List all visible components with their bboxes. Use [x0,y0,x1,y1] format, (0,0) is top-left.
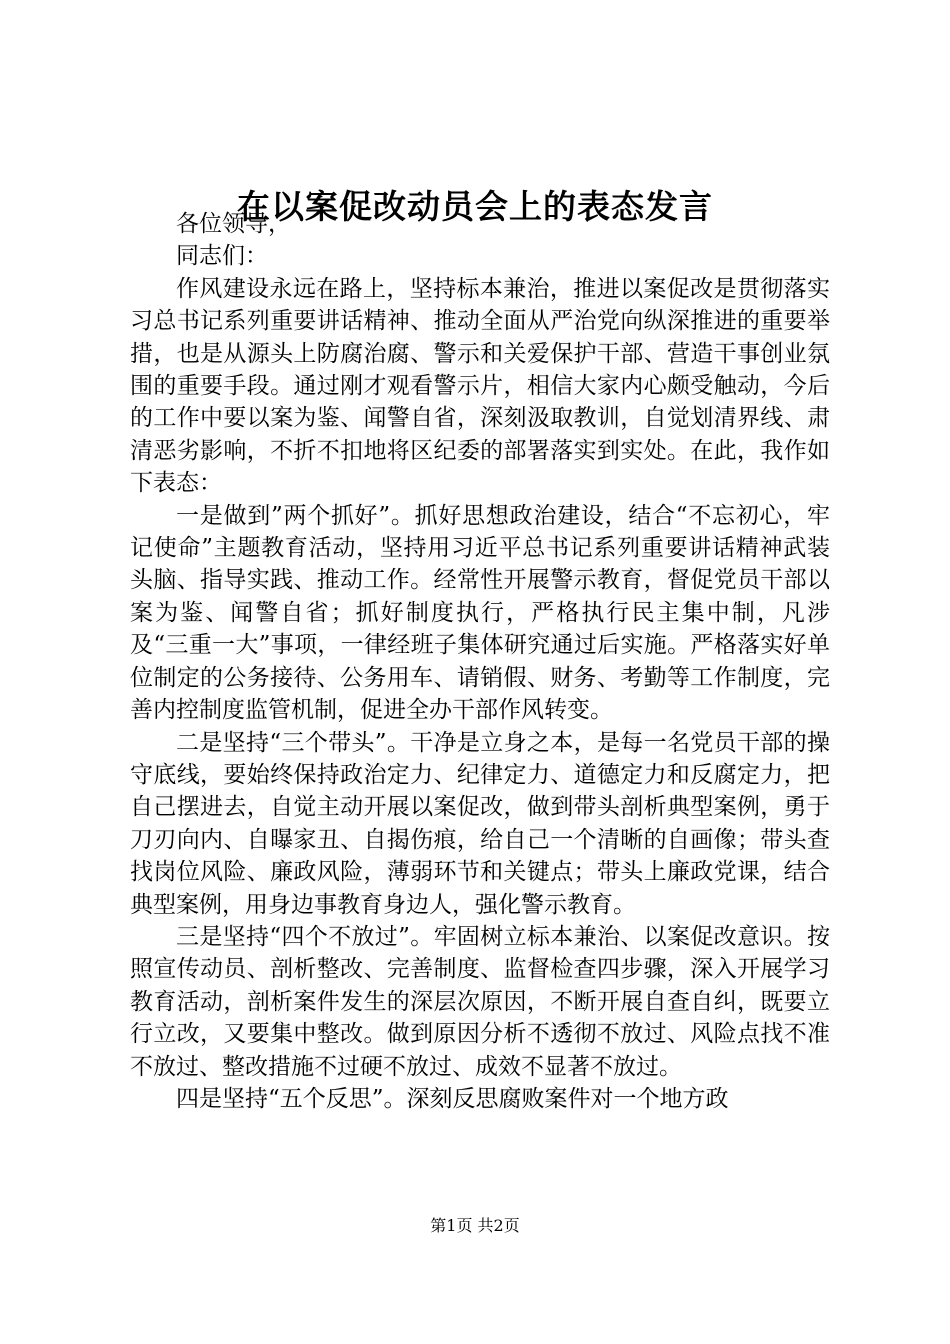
paragraph-point-three: 三是坚持“四个不放过”。牢固树立标本兼治、以案促改意识。按照宣传动员、剖析整改、完善制度、监督检查四步骤，深入开展学习教育活动，剖析案件发生的深层次原因，不断开展自查自纠，既要立行立改，又要集中整改。做到原因分析不透彻不放过、风险点找不准不放过、整改措施不过硬不放过、成效不显著不放过。 [130,923,830,1080]
document-body [130,208,830,1115]
paragraph-salutation-1: 各位领导， [176,211,291,237]
paragraph-point-four: 四是坚持“五个反思”。深刻反思腐败案件对一个地方政 [176,1085,729,1112]
paragraph-point-two: 二是坚持“三个带头”。干净是立身之本，是每一名党员干部的操守底线，要始终保持政治定力、纪律定力、道德定力和反腐定力，把自己摆进去，自觉主动开展以案促改，做到带头剖析典型案例，勇于刀刃向内、自曝家丑、自揭伤痕，给自己一个清晰的自画像；带头查找岗位风险、廉政风险，薄弱环节和关键点；带头上廉政党课，结合典型案例，用身边事教育身边人，强化警示教育。 [130,729,830,918]
document-title: 在以案促改动员会上的表态发言 [237,187,713,226]
page-number-footer: 第1页 共2页 [430,1216,520,1235]
paragraph-point-one: 一是做到”两个抓好”。抓好思想政治建设，结合“不忘初心，牢记使命”主题教育活动，坚持用习近平总书记系列重要讲话精神武装头脑、指导实践、推动工作。经常性开展警示教育，督促党员干部以案为鉴、闻警自省；抓好制度执行，严格执行民主集中制，凡涉及“三重一大”事项，一律经班子集体研究通过后实施。严格落实好单位制定的公务接待、公务用车、请销假、财务、考勤等工作制度，完善内控制度监管机制，促进全办干部作风转变。 [130,502,830,724]
paragraph-salutation-2: 同志们： [176,243,268,270]
paragraph-intro: 作风建设永远在路上，坚持标本兼治，推进以案促改是贯彻落实习总书记系列重要讲话精神、推动全面从严治党向纵深推进的重要举措，也是从源头上防腐治腐、警示和关爱保护干部、营造干事创业氛围的重要手段。通过刚才观看警示片，相信大家内心颇受触动，今后的工作中要以案为鉴、闻警自省，深刻汲取教训，自觉划清界线、肃清恶劣影响，不折不扣地将区纪委的部署落实到实处。在此，我作如下表态： [130,275,830,497]
